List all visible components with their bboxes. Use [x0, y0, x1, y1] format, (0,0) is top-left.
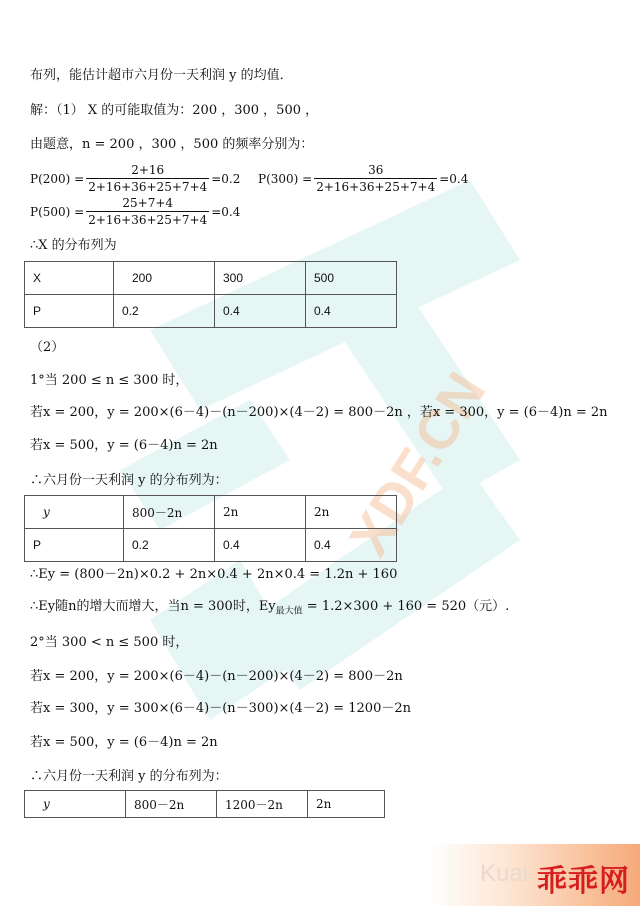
- table-cell: 1200－2n: [217, 791, 308, 818]
- dist-y2-heading: ∴六月份一天利润 y 的分布列为：: [30, 769, 228, 784]
- table-cell: 300: [215, 262, 306, 295]
- table-cell: 0.2: [124, 529, 215, 562]
- case2-formula-b: 若x = 300，y = 300×(6－4)－(n－300)×(4－2) = 1200－2n: [30, 701, 411, 716]
- table-cell: P: [25, 295, 114, 328]
- case2-formula-a: 若x = 200，y = 200×(6－4)－(n－200)×(4－2) = 800－2n: [30, 669, 403, 684]
- table-cell: 500: [306, 262, 397, 295]
- expectation-max-text: ∴Ey随n的增大而增大，当n = 300时，Ey: [30, 599, 276, 614]
- fraction-lhs: P(200) =: [30, 171, 85, 186]
- case1-formula-b: 若x = 500，y = (6－4)n = 2n: [30, 438, 218, 453]
- fraction-numerator: 25+7+4: [122, 196, 174, 210]
- table-cell: 800－2n: [126, 791, 217, 818]
- table-cell: 2n: [308, 791, 385, 818]
- case2-formula-c: 若x = 500，y = (6－4)n = 2n: [30, 735, 218, 750]
- fraction-denominator: 2+16+36+25+7+4: [316, 180, 436, 194]
- intro-line: 布列，能估计超市六月份一天利润 y 的均值．: [30, 68, 293, 83]
- dist-y1-heading: ∴六月份一天利润 y 的分布列为：: [30, 473, 228, 488]
- fraction-numerator: 36: [368, 163, 384, 177]
- expectation-max-value: = 1.2×300 + 160 = 520（元）.: [302, 599, 510, 614]
- solution-part1: 解：（1） X 的可能取值为：200 ，300 ，500 ，: [30, 103, 319, 118]
- table-row: [25, 262, 397, 295]
- table-row: [25, 791, 385, 818]
- brand-badge: [430, 844, 640, 906]
- fraction-lhs: P(300) =: [258, 171, 313, 186]
- table-row: [25, 529, 397, 562]
- table-cell: X: [25, 262, 114, 295]
- table-cell: 0.4: [306, 529, 397, 562]
- fraction-p500: [30, 196, 240, 227]
- distribution-table-x: [24, 261, 397, 328]
- table-cell: y: [25, 496, 124, 529]
- fraction-p200: [30, 163, 240, 194]
- table-cell: 0.2: [114, 295, 215, 328]
- fraction-p300: [258, 163, 468, 194]
- expectation-max: [30, 598, 509, 621]
- fraction-denominator: 2+16+36+25+7+4: [88, 180, 208, 194]
- fraction-denominator: 2+16+36+25+7+4: [88, 213, 208, 227]
- distribution-table-y2: [24, 790, 385, 818]
- table-cell: y: [25, 791, 126, 818]
- brand-faded-text: Kuai: [480, 860, 529, 887]
- table-cell: 0.4: [215, 295, 306, 328]
- expectation-case1: ∴Ey = (800－2n)×0.2 + 2n×0.4 + 2n×0.4 = 1.2n + 160: [30, 567, 398, 582]
- case1-formula-a: 若x = 200，y = 200×(6－4)－(n－200)×(4－2) = 800－2n ，若x = 300，y = (6－4)n = 2n: [30, 405, 608, 420]
- dist-x-heading: ∴X 的分布列为: [30, 238, 117, 253]
- table-cell: 0.4: [215, 529, 306, 562]
- table-cell: 2n: [306, 496, 397, 529]
- fraction-numerator: 2+16: [131, 163, 165, 177]
- case1-heading: 1°当 200 ≤ n ≤ 300 时，: [30, 373, 189, 388]
- fraction-result: =0.4: [439, 171, 469, 186]
- frequency-line: 由题意，n = 200 ，300 ，500 的频率分别为：: [30, 137, 314, 152]
- brand-logo: 乖乖网: [537, 864, 630, 899]
- case2-heading: 2°当 300 < n ≤ 500 时，: [30, 635, 189, 650]
- part2-label: （2）: [30, 340, 65, 355]
- table-cell: 2n: [215, 496, 306, 529]
- table-cell: 0.4: [306, 295, 397, 328]
- watermark-text: XDF.CN: [336, 361, 498, 567]
- fraction-result: =0.4: [211, 204, 241, 219]
- table-cell: 800－2n: [124, 496, 215, 529]
- fraction-result: =0.2: [211, 171, 241, 186]
- table-cell: P: [25, 529, 124, 562]
- fraction-lhs: P(500) =: [30, 204, 85, 219]
- expectation-max-subscript: 最大值: [275, 606, 303, 617]
- table-cell: 200: [114, 262, 215, 295]
- table-row: [25, 496, 397, 529]
- table-row: [25, 295, 397, 328]
- distribution-table-y1: [24, 495, 397, 562]
